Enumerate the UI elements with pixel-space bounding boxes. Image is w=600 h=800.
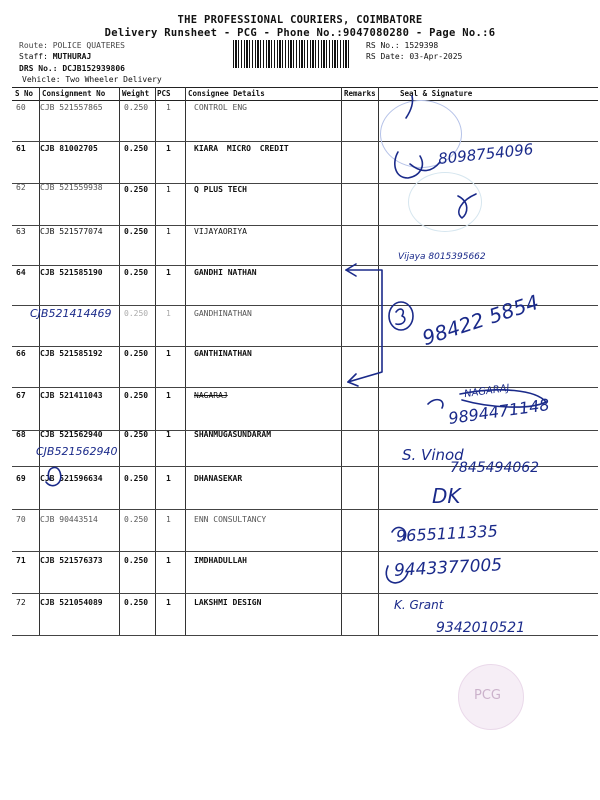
stamp-text: PCG (474, 688, 501, 703)
handwritten-note: Vijaya 8015395662 (398, 252, 486, 262)
handwritten-name: K. Grant (394, 598, 444, 612)
signature-stroke (460, 390, 546, 407)
handwritten-consignment: CJB521562940 (36, 445, 118, 458)
table-row: 70 CJB 90443514 0.250 1 ENN CONSULTANCY (12, 509, 598, 552)
handwritten-name: NAGARAJ (463, 382, 511, 401)
handwritten-phone: 9894471148 (447, 395, 551, 428)
handwritten-consignment: CJB521414469 (30, 307, 112, 320)
signature-stroke (458, 194, 476, 218)
table-row: 63 CJB 521577074 0.250 1 VIJAYAORIYA (12, 225, 598, 266)
col-remarks: Remarks (344, 89, 376, 98)
col-seal: Seal & Signature (400, 89, 473, 98)
handwritten-signature: DK (432, 484, 461, 508)
route-label: Route: POLICE QUATERES (19, 41, 125, 50)
table-row: 66 CJB 521585192 0.250 1 GANTHINATHAN (12, 346, 598, 388)
table-row: 0.250 1 GANDHINATHAN (12, 305, 598, 347)
handwritten-phone: 8098754096 (437, 140, 535, 168)
table-row: 61 CJB 81002705 0.250 1 KIARA MICRO CREDIT (12, 141, 598, 184)
circled-number (389, 302, 413, 330)
handwritten-name: S. Vinod (402, 446, 464, 464)
signature-stroke (406, 96, 413, 118)
table-row: 62 CJB 521559938 0.250 1 Q PLUS TECH (12, 183, 598, 226)
handwritten-phone: 9443377005 (393, 555, 503, 581)
col-weight: Weight (122, 89, 150, 98)
table-row: 60 CJB 521557865 0.250 1 CONTROL ENG (12, 99, 598, 142)
table-row: 71 CJB 521576373 0.250 1 IMDHADULLAH (12, 551, 598, 594)
handwritten-phone: 9342010521 (436, 620, 526, 636)
col-consignee: Consignee Details (188, 89, 265, 98)
vehicle-label: Vehicle: Two Wheeler Delivery (22, 75, 162, 84)
drs-number: DCJB152939806 (62, 64, 125, 73)
table-row: 64 CJB 521585190 0.250 1 GANDHI NATHAN (12, 265, 598, 306)
rs-number: RS No.: 1529398 (366, 41, 439, 50)
runsheet-subtitle: Delivery Runsheet - PCG - Phone No.:9047080280 - Page No.:6 (104, 27, 496, 39)
drs-label: DRS No.: (19, 64, 58, 73)
rs-date: RS Date: 03-Apr-2025 (366, 52, 463, 61)
table-row: 69 CJB 521596634 0.250 1 DHANASEKAR (12, 466, 598, 510)
signature-stroke (392, 527, 406, 540)
table-row: 72 CJB 521054089 0.250 1 LAKSHMI DESIGN (12, 593, 598, 636)
col-consignment: Consignment No (42, 89, 106, 98)
staff-name: MUTHURAJ (52, 52, 92, 61)
company-title: THE PROFESSIONAL COURIERS, COIMBATORE (177, 14, 423, 26)
signature-stroke (386, 566, 408, 583)
table-row: 68 CJB 521562940 0.250 1 SHANMUGASUNDARAM (12, 430, 598, 467)
signature-stroke (428, 400, 443, 408)
circled-number (396, 309, 405, 324)
staff-label: Staff: (19, 52, 48, 61)
handwritten-phone: 7845494062 (450, 460, 540, 476)
table-row: 67 CJB 521411043 0.250 1 NAGARAJ (12, 387, 598, 431)
handwritten-phone: 98422 5854 (419, 289, 542, 351)
signature-stroke (410, 162, 440, 171)
handwritten-phone: 9655111335 (395, 521, 499, 546)
signature-stroke (395, 152, 423, 178)
signature-stroke (46, 467, 61, 485)
col-sno: S No (15, 89, 34, 98)
col-pcs: PCS (157, 89, 171, 98)
bracket-line (346, 270, 382, 382)
